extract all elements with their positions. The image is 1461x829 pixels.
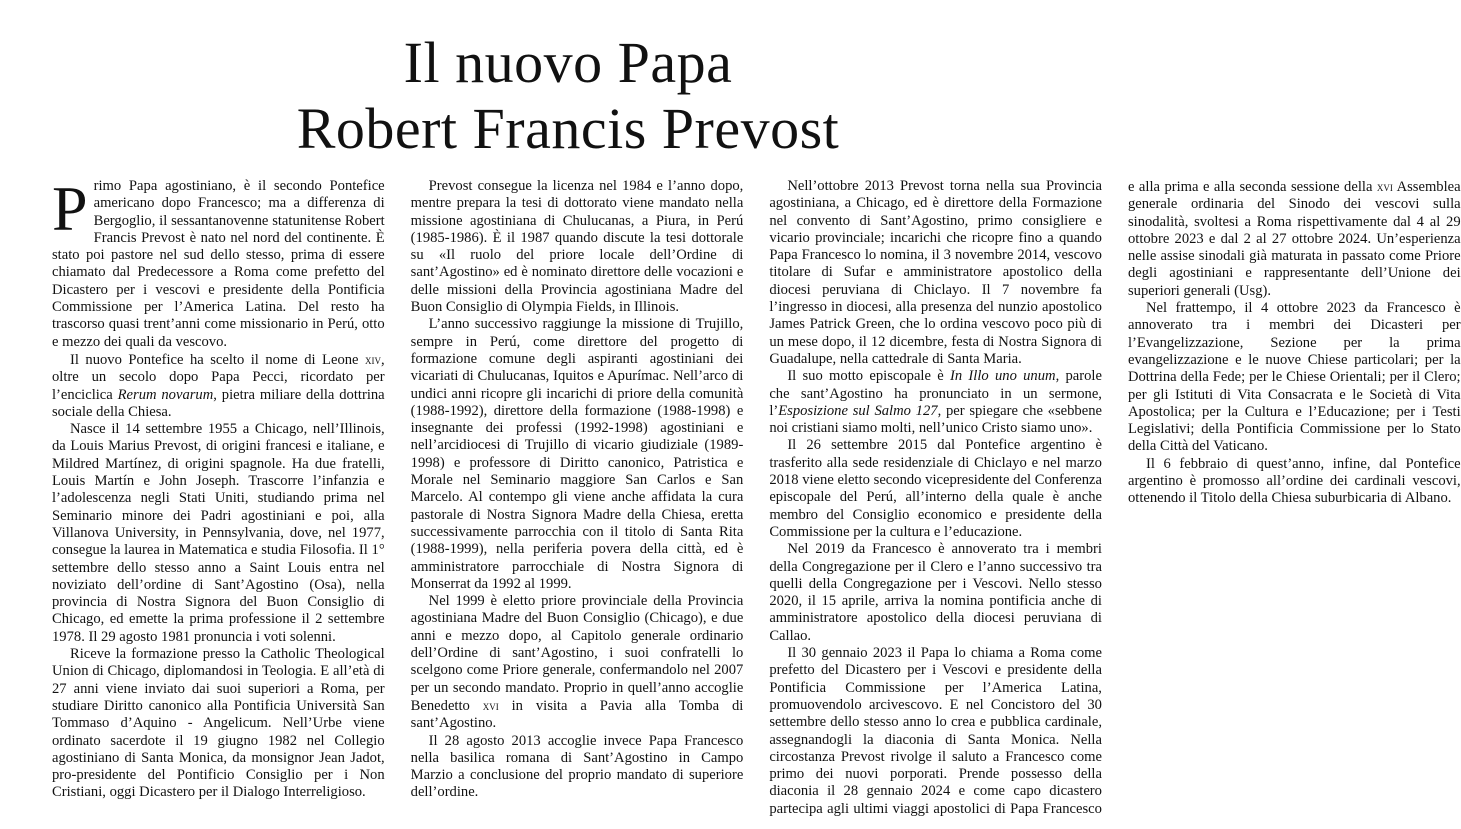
- title-line-1: Il nuovo Papa: [403, 30, 733, 95]
- paragraph-12: Nel 2019 da Francesco è annoverato tra i membri della Congregazione per il Clero e l’anno successivo tra quelli della Congregazione per i Vescovi. Nello stesso 2020, il 15 aprile, arriva la nomina pontificia anche di amministratore apostolico della diocesi peruviana di Callao.: [769, 541, 1102, 644]
- paragraph-3: Nasce il 14 settembre 1955 a Chicago, nell’Illinois, da Louis Marius Prevost, di origini francesi e italiane, e Mildred Martínez, di origini spagnole. Ha due fratelli, Louis Martín e John Joseph. Trascorre l’infanzia e l’adolescenza negli Stati Uniti, studiando prima nel Seminario minore dei Padri agostiniani e poi, alla Villanova University, in Pennsylvania, dove, nel 1977, consegue la laurea in Matematica e studia Filosofia. Il 1° settembre dello stesso anno a Saint Louis entra nel noviziato dell’ordine di Sant’Agostino (Osa), nella provincia di Nostra Signora del Buon Consiglio di Chicago, ed emette la prima professione il 2 settembre 1978. Il 29 agosto 1981 pronuncia i voti solenni.: [52, 421, 385, 645]
- paragraph-4: Riceve la formazione presso la Catholic Theological Union di Chicago, diplomandosi in Teologia. E all’età di 27 anni viene inviato dai suoi superiori a Roma, per studiare Diritto canonico alla Pontificia Università San Tommaso d’Aquino - Angelicum. Nell’Urbe viene ordinato sacerdote il 19 giugno 1982 nel Collegio agostiniano di Santa Monica, da monsignor Jean Jadot, pro-presidente del Pontificio Consiglio per i Non Cristiani, oggi Dicastero per il Dialogo Interreligioso.: [52, 646, 385, 801]
- article-body: [52, 173, 1461, 829]
- encyclical-title: Rerum novarum: [117, 386, 214, 403]
- paragraph-2-text-b: , oltre un secolo dopo Papa Pecci, ricordato per l’enciclica: [52, 351, 385, 403]
- paragraph-13-text-a: Il 30 gennaio 2023 il Papa lo chiama a Roma come prefetto del Dicastero per i Vescovi e presidente della Pontificia Commissione per l’America Latina, promuovendolo arcivescovo. E nel Concistoro del 30 settembre dello stesso anno lo crea e pubblica cardinale, assegnandogli la diaconia di Santa Monica. Nella circostanza Prevost rivolge il saluto a Francesco come primo dei nuovi porporati. Prende possesso della diaconia il 28 gennaio 2024 e come capo dicastero partecipa agli ultimi viaggi apostolici di Papa Francesco e alla prima e alla seconda sessione della: [769, 179, 1377, 817]
- paragraph-14: Nel frattempo, il 4 ottobre 2023 da Francesco è annoverato tra i membri dei Dicasteri per l’Evangelizzazione, Sezione per la prima evangelizzazione e le nuove Chiese particolari; per la Dottrina della Fede; per le Chiese Orientali; per il Clero; per gli Istituti di Vita Consacrata e le Società di Vita Apostolica; per la Cultura e l’Educazione; per i Testi Legislativi; della Pontificia Commissione per lo Stato della Città del Vaticano.: [1127, 300, 1461, 455]
- paragraph-6: L’anno successivo raggiunge la missione di Trujillo, sempre in Perú, come direttore del progetto di formazione comune degli aspiranti agostiniani dei vicariati di Chulucanas, Iquitos e Apurímac. Nell’arco di undici anni ricopre gli incarichi di priore della comunità (1988-1992), direttore della formazione (1988-1998) e insegnante dei professi (1992-1998) agostiniani e nell’arcidiocesi di Trujillo di vicario giudiziale (1989-1998) e professore di Diritto canonico, Patristica e Morale nel Seminario maggiore San Carlos e San Marcelo. Al contempo gli viene anche affidata la cura pastorale di Nostra Signora Madre della Chiesa, eretta successivamente parrocchia con il titolo di Santa Rita (1988-1999), nella periferia povera della città, ed è amministratore parrocchiale di Nostra Signora di Monserrat da 1992 al 1999.: [410, 316, 744, 592]
- title-line-2: Robert Francis Prevost: [296, 96, 840, 161]
- paragraph-9: Nell’ottobre 2013 Prevost torna nella sua Provincia agostiniana, a Chicago, ed è direttore della Formazione nel convento di Sant’Agostino, primo consigliere e vicario provinciale; incarichi che ricopre fino a quando Papa Francesco lo nomina, il 3 novembre 2014, vescovo titolare di Sufar e amministratore apostolico della diocesi peruviana di Chiclayo. Il 7 novembre fa l’ingresso in diocesi, alla presenza del nunzio apostolico James Patrick Green, che lo ordina vescovo poco più di un mese dopo, il 12 dicembre, festa di Nostra Signora di Guadalupe, nella cattedrale di Santa Maria.: [769, 178, 1102, 367]
- paragraph-7-text-b: in visita a Pavia alla Tomba di sant’Agostino.: [410, 697, 744, 732]
- paragraph-2: [52, 351, 385, 421]
- episcopal-motto: In Illo uno unum: [950, 368, 1056, 385]
- roman-numeral: xiv: [365, 351, 381, 367]
- roman-numeral: xvi: [1376, 179, 1393, 194]
- paragraph-1-text: rimo Papa agostiniano, è il secondo Pontefice americano dopo Francesco; ma a differenza di Bergoglio, il sessantanovenne statunitense Robert Francis Prevost è nato nel nord del continente. È stato poi pastore nel sud dello stesso, prima di essere chiamato dal Predecessore a Roma come prefetto del Dicastero per i vescovi e presidente della Pontificia Commissione per l’America Latina. Del resto ha trascorso quasi trent’anni come missionario in Perú, otto e mezzo dei quali da vescovo.: [52, 178, 385, 350]
- paragraph-15: Il 6 febbraio di quest’anno, infine, dal Pontefice argentino è promosso all’ordine dei cardinali vescovi, ottenendo il Titolo della Chiesa suburbicaria di Albano.: [1127, 455, 1461, 507]
- drop-cap: P: [52, 173, 88, 244]
- paragraph-11: Il 26 settembre 2015 dal Pontefice argentino è trasferito alla sede residenziale di Chiclayo e nel marzo 2018 viene eletto secondo vicepresidente del Conferenza episcopale del Perú, all’interno della quale è anche membro del Consiglio economico e presidente della Commissione per la cultura e l’educazione.: [769, 437, 1102, 540]
- paragraph-7: [411, 593, 744, 732]
- article-title: [0, 30, 1136, 162]
- paragraph-8: Il 28 agosto 2013 accoglie invece Papa Francesco nella basilica romana di Sant’Agostino in Campo Marzio a conclusione del proprio mandato di superiore dell’ordine.: [410, 732, 744, 801]
- paragraph-10-text-b: , parole che sant’Agostino ha pronunciato in un sermone, l’: [769, 368, 1102, 419]
- paragraph-1: [52, 173, 385, 351]
- paragraph-5: Prevost consegue la licenza nel 1984 e l’anno dopo, mentre prepara la tesi di dottorato viene mandato nella missione agostiniana di Chulucanas, a Piura, in Perú (1985-1986). È il 1987 quando discute la tesi dottorale su «Il ruolo del priore locale dell’Ordine di sant’Agostino» ed è nominato direttore delle vocazioni e delle missioni della Provincia agostiniana Madre del Buon Consiglio di Olympia Fields, in Illinois.: [410, 178, 744, 316]
- paragraph-10: [769, 368, 1102, 437]
- roman-numeral: xvi: [482, 697, 499, 713]
- paragraph-10-text-a: Il suo motto episcopale è: [787, 368, 950, 385]
- paragraph-7-text-a: Nel 1999 è eletto priore provinciale della Provincia agostiniana Madre del Buon Consiglio (Chicago), e due anni e mezzo dopo, al Capitolo generale ordinario dell’Ordine di sant’Agostino, i suoi confratelli lo scelgono come Priore generale, confermandolo nel 2007 per un secondo mandato. Proprio in quell’anno accoglie Benedetto: [410, 593, 744, 714]
- paragraph-2-text-c: , pietra miliare della dottrina sociale della Chiesa.: [52, 386, 385, 420]
- paragraph-2-text-a: Il nuovo Pontefice ha scelto il nome di Leone: [70, 351, 365, 368]
- paragraph-13-text-b: Assemblea generale ordinaria del Sinodo dei vescovi sulla sinodalità, svoltesi a Roma rispettivamente dal 4 al 29 ottobre 2023 e dal 2 al 27 ottobre 2024. Un’esperienza nelle assise sinodali già maturata in passato come Priore degli agostiniani e rappresentante dell’Unione dei superiori generali (Usg).: [1127, 179, 1461, 299]
- paragraph-10-text-c: , per spiegare che «sebbene noi cristiani siamo molti, nell’unico Cristo siamo uno».: [769, 402, 1102, 437]
- sermon-title: Esposizione sul Salmo 127: [778, 402, 938, 419]
